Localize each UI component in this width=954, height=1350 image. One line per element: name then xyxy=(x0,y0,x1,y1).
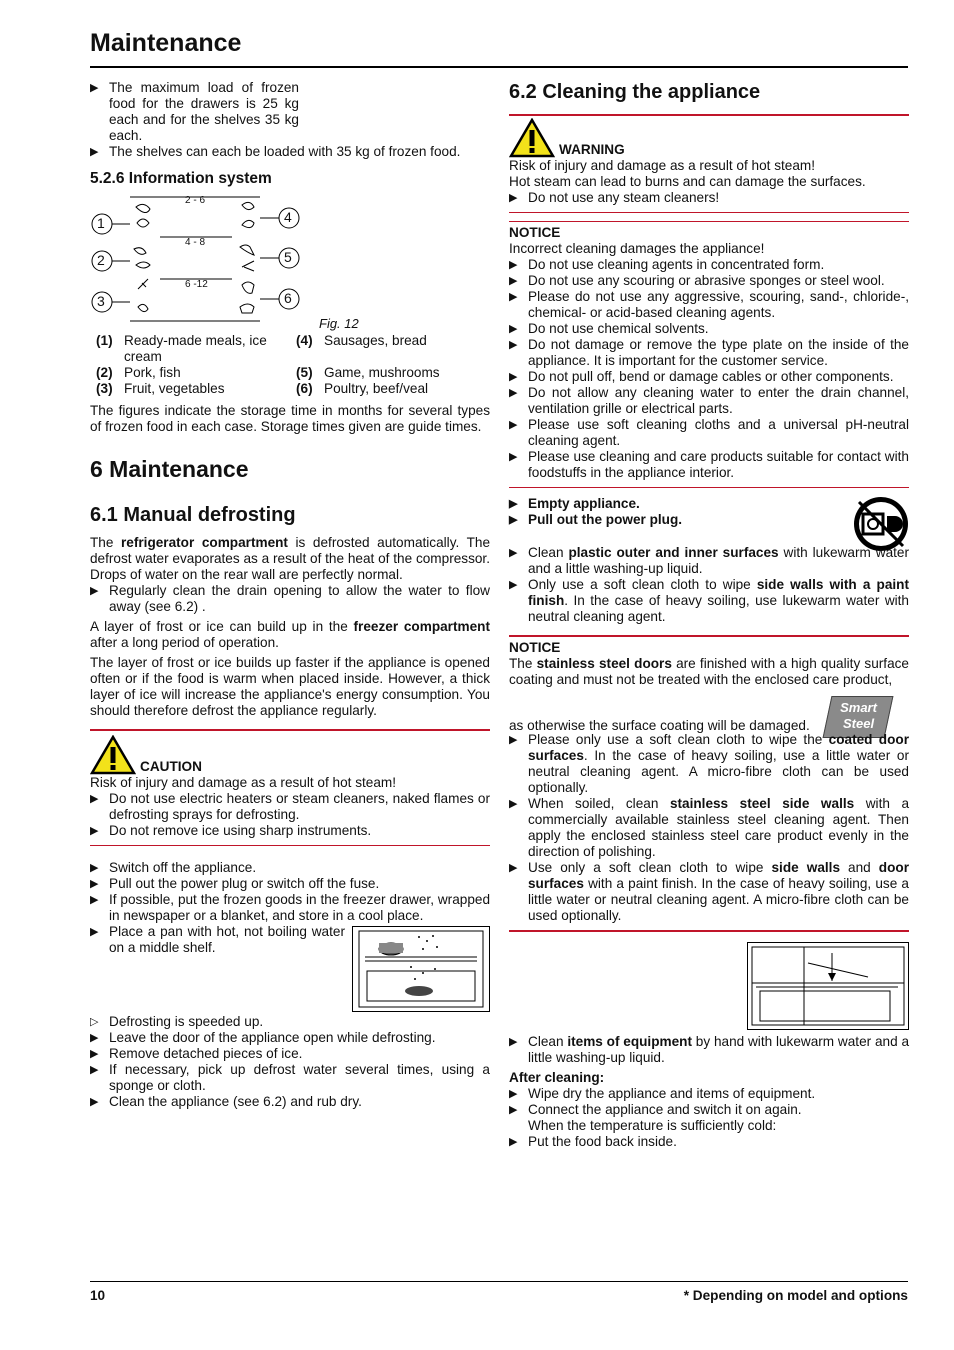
notice-bullet: ▶ Do not use cleaning agents in concentrated form. xyxy=(509,257,909,273)
coated-surface-step: ▶ Please only use a soft clean cloth to wipe the coated door surfaces. In the case of heavy soiling, use a little water or neutral cleaning agent. A micro-fibre cloth can be used optionally. xyxy=(509,732,909,796)
right-column xyxy=(509,80,909,1150)
notice2-rule-bottom xyxy=(509,930,909,932)
legend-item: (4) Sausages, bread xyxy=(296,333,427,348)
step-item: ▶ If possible, put the frozen goods in the freezer drawer, wrapped in newspaper or a blanket, and store in a cool place. xyxy=(90,892,490,924)
defrost-para-1: The refrigerator compartment is defrosted automatically. The defrost water evaporates as a result of the heat of the compressor. Drops of water on the rear wall are perfectly normal. xyxy=(90,535,491,582)
warning-text: Hot steam can lead to burns and can damage the surfaces. xyxy=(509,174,866,189)
caution-rule-bottom xyxy=(90,845,490,846)
step-item: ▶ If necessary, pick up defrost water several times, using a sponge or cloth. xyxy=(90,1062,490,1094)
notice-label: NOTICE xyxy=(509,225,561,240)
notice-bullet: ▶ Do not use any scouring or abrasive sponges or steel wool. xyxy=(509,273,909,289)
notice-rule-3 xyxy=(509,487,909,488)
clean-plastic-step: ▶ Clean plastic outer and inner surfaces with lukewarm water and a little washing-up liquid. xyxy=(509,545,909,577)
step-item: ▶ Leave the door of the appliance open while defrosting. xyxy=(90,1030,490,1046)
marker-4: 4 xyxy=(284,209,292,225)
notice2-label: NOTICE xyxy=(509,640,561,655)
drain-bullet: ▶ Regularly clean the drain opening to allow the water to flow away (see 6.2) . xyxy=(90,583,490,615)
caution-text: Risk of injury and damage as a result of hot steam! xyxy=(90,775,397,790)
info-system-figure xyxy=(90,193,490,333)
range-row-1: 2 - 6 xyxy=(185,195,206,206)
pan-step-row xyxy=(90,924,490,1012)
stainless-step: ▶ When soiled, clean stainless steel side walls with a commercially available stainless steel cleaning agent. Then apply the enclosed stainless steel care product evenly in the direction of polishing. xyxy=(509,796,909,860)
notice-rule-1 xyxy=(509,212,909,213)
defrost-steps xyxy=(90,860,490,924)
marker-1: 1 xyxy=(97,215,105,231)
notice2-rule-top xyxy=(509,635,909,637)
notice2-text: The stainless steel doors are finished with a high quality surface coating and must not be treated with the enclosed care product, xyxy=(509,656,909,687)
warning-label: WARNING xyxy=(559,142,625,157)
marker-2: 2 xyxy=(97,252,105,268)
warning-header xyxy=(509,118,909,158)
prep-row xyxy=(509,496,909,552)
smart-steel-icon: Smart Steel xyxy=(823,696,894,738)
left-column xyxy=(90,80,490,1110)
notice-rule-2 xyxy=(509,221,909,222)
defrosting-heading: 6.1 Manual defrosting xyxy=(90,504,296,526)
result-item: ▷ Defrosting is speeded up. xyxy=(90,1014,490,1030)
caution-label: CAUTION xyxy=(140,759,202,774)
maintenance-heading: 6 Maintenance xyxy=(90,456,249,482)
step-item: ▶ Remove detached pieces of ice. xyxy=(90,1046,490,1062)
footer-note: * Depending on model and options xyxy=(683,1288,908,1303)
after-step: ▶ Connect the appliance and switch it on again. xyxy=(509,1102,909,1118)
cleaning-heading: 6.2 Cleaning the appliance xyxy=(509,81,761,103)
notice-bullet: ▶ Please use cleaning and care products suitable for contact with foodstuffs in the appliance interior. xyxy=(509,449,909,481)
range-row-3: 6 -12 xyxy=(185,279,208,290)
interior-drawing xyxy=(748,943,908,1029)
info-system-panel-drawing xyxy=(90,193,360,333)
page-title: Maintenance xyxy=(90,29,242,57)
legend xyxy=(90,333,490,397)
range-row-2: 4 - 8 xyxy=(185,237,206,248)
smart-steel-row xyxy=(509,688,909,732)
notice2-text-end: as otherwise the surface coating will be damaged. xyxy=(509,718,810,733)
shelf-bullet: ▶ The shelves can each be loaded with 35 kg of frozen food. xyxy=(90,144,490,160)
warning-triangle-icon xyxy=(90,735,136,775)
marker-3: 3 xyxy=(97,293,105,309)
defrost-steps-2 xyxy=(90,1014,490,1110)
info-paragraph: The figures indicate the storage time in months for several types of frozen food in each case. Storage times given are guide times. xyxy=(90,403,490,434)
notice-bullet: ▶ Do not allow any cleaning water to enter the drain channel, ventilation grille or electrical parts. xyxy=(509,385,909,417)
footer-rule xyxy=(90,1281,908,1282)
caution-bullet: ▶ Do not remove ice using sharp instruments. xyxy=(90,823,490,839)
notice-bullet: ▶ Please use soft cleaning cloths and a universal pH-neutral cleaning agent. xyxy=(509,417,909,449)
defrost-para-3: The layer of frost or ice builds up faster if the appliance is opened often or if the food is warm when placed inside. However, a thick layer of ice will increase the appliance's energy consumption. You should therefore defrost the appliance regularly. xyxy=(90,655,490,718)
pan-step: ▶ Place a pan with hot, not boiling water on a middle shelf. xyxy=(90,924,345,956)
notice-text: Incorrect cleaning damages the appliance! xyxy=(509,241,765,256)
step-item: ▶ Clean the appliance (see 6.2) and rub dry. xyxy=(90,1094,490,1110)
interior-equipment-illustration xyxy=(747,942,909,1030)
clean-paint-step: ▶ Only use a soft clean cloth to wipe side walls with a paint finish. In the case of heavy soiling, use lukewarm water with neutral cleaning agent. xyxy=(509,577,909,625)
after-cleaning-heading: After cleaning: xyxy=(509,1070,605,1085)
warning-bullet: ▶ Do not use any steam cleaners! xyxy=(509,190,909,206)
header-rule xyxy=(90,66,908,68)
info-system-heading: 5.2.6 Information system xyxy=(90,170,272,187)
legend-item: (5) Game, mushrooms xyxy=(296,365,440,380)
after-step: ▶ Wipe dry the appliance and items of equipment. xyxy=(509,1086,909,1102)
unplug-icon xyxy=(853,496,909,552)
page-number: 10 xyxy=(90,1288,106,1303)
prep-step: ▶ Empty appliance. xyxy=(509,496,828,512)
caution-header xyxy=(90,735,490,775)
legend-item: (2) Pork, fish xyxy=(96,365,181,380)
legend-item: (6) Poultry, beef/veal xyxy=(296,381,429,396)
after-step: ▶ Put the food back inside. xyxy=(509,1134,909,1150)
notice-bullet: ▶ Do not pull off, bend or damage cables or other components. xyxy=(509,369,909,385)
legend-item: (3) Fruit, vegetables xyxy=(96,381,225,396)
notice-bullet: ▶ Do not use chemical solvents. xyxy=(509,321,909,337)
legend-item: (1) Ready-made meals, ice cream xyxy=(96,333,267,364)
step-item: ▶ Pull out the power plug or switch off the fuse. xyxy=(90,876,490,892)
notice-bullet: ▶ Do not damage or remove the type plate on the inside of the appliance. It is important for the customer service. xyxy=(509,337,909,369)
warning-rule-top xyxy=(509,114,909,116)
caution-rule-top xyxy=(90,729,490,731)
defrost-para-2: A layer of frost or ice can build up in the freezer compartment after a long period of operation. xyxy=(90,619,490,650)
warning-triangle-icon xyxy=(509,118,555,158)
caution-bullet: ▶ Do not use electric heaters or steam cleaners, naked flames or defrosting sprays for defrosting. xyxy=(90,791,490,823)
pan-steam-drawing xyxy=(353,927,489,1011)
marker-5: 5 xyxy=(284,249,292,265)
warning-text: Risk of injury and damage as a result of hot steam! xyxy=(509,158,816,173)
marker-6: 6 xyxy=(284,290,292,306)
load-bullet: ▶ The maximum load of frozen food for the drawers is 25 kg each and for the shelves 35 kg each. xyxy=(90,80,299,144)
notice-bullet: ▶ Please do not use any aggressive, scouring, sand-, chloride-, chemical- or acid-based cleaning agents. xyxy=(509,289,909,321)
equipment-step: ▶ Clean items of equipment by hand with lukewarm water and a little washing-up liquid. xyxy=(509,1034,909,1066)
step-item: ▶ Switch off the appliance. xyxy=(90,860,490,876)
fig-caption: Fig. 12 xyxy=(319,316,359,331)
prep-step: ▶ Pull out the power plug. xyxy=(509,512,828,528)
after-note: When the temperature is sufficiently cold: xyxy=(528,1118,777,1133)
side-walls-step: ▶ Use only a soft clean cloth to wipe side walls and door surfaces with a paint finish. In the case of heavy soiling, use a little water or neutral cleaning agent. A micro-fibre cloth can be used optionally. xyxy=(509,860,909,924)
pan-on-shelf-illustration xyxy=(352,926,490,1012)
